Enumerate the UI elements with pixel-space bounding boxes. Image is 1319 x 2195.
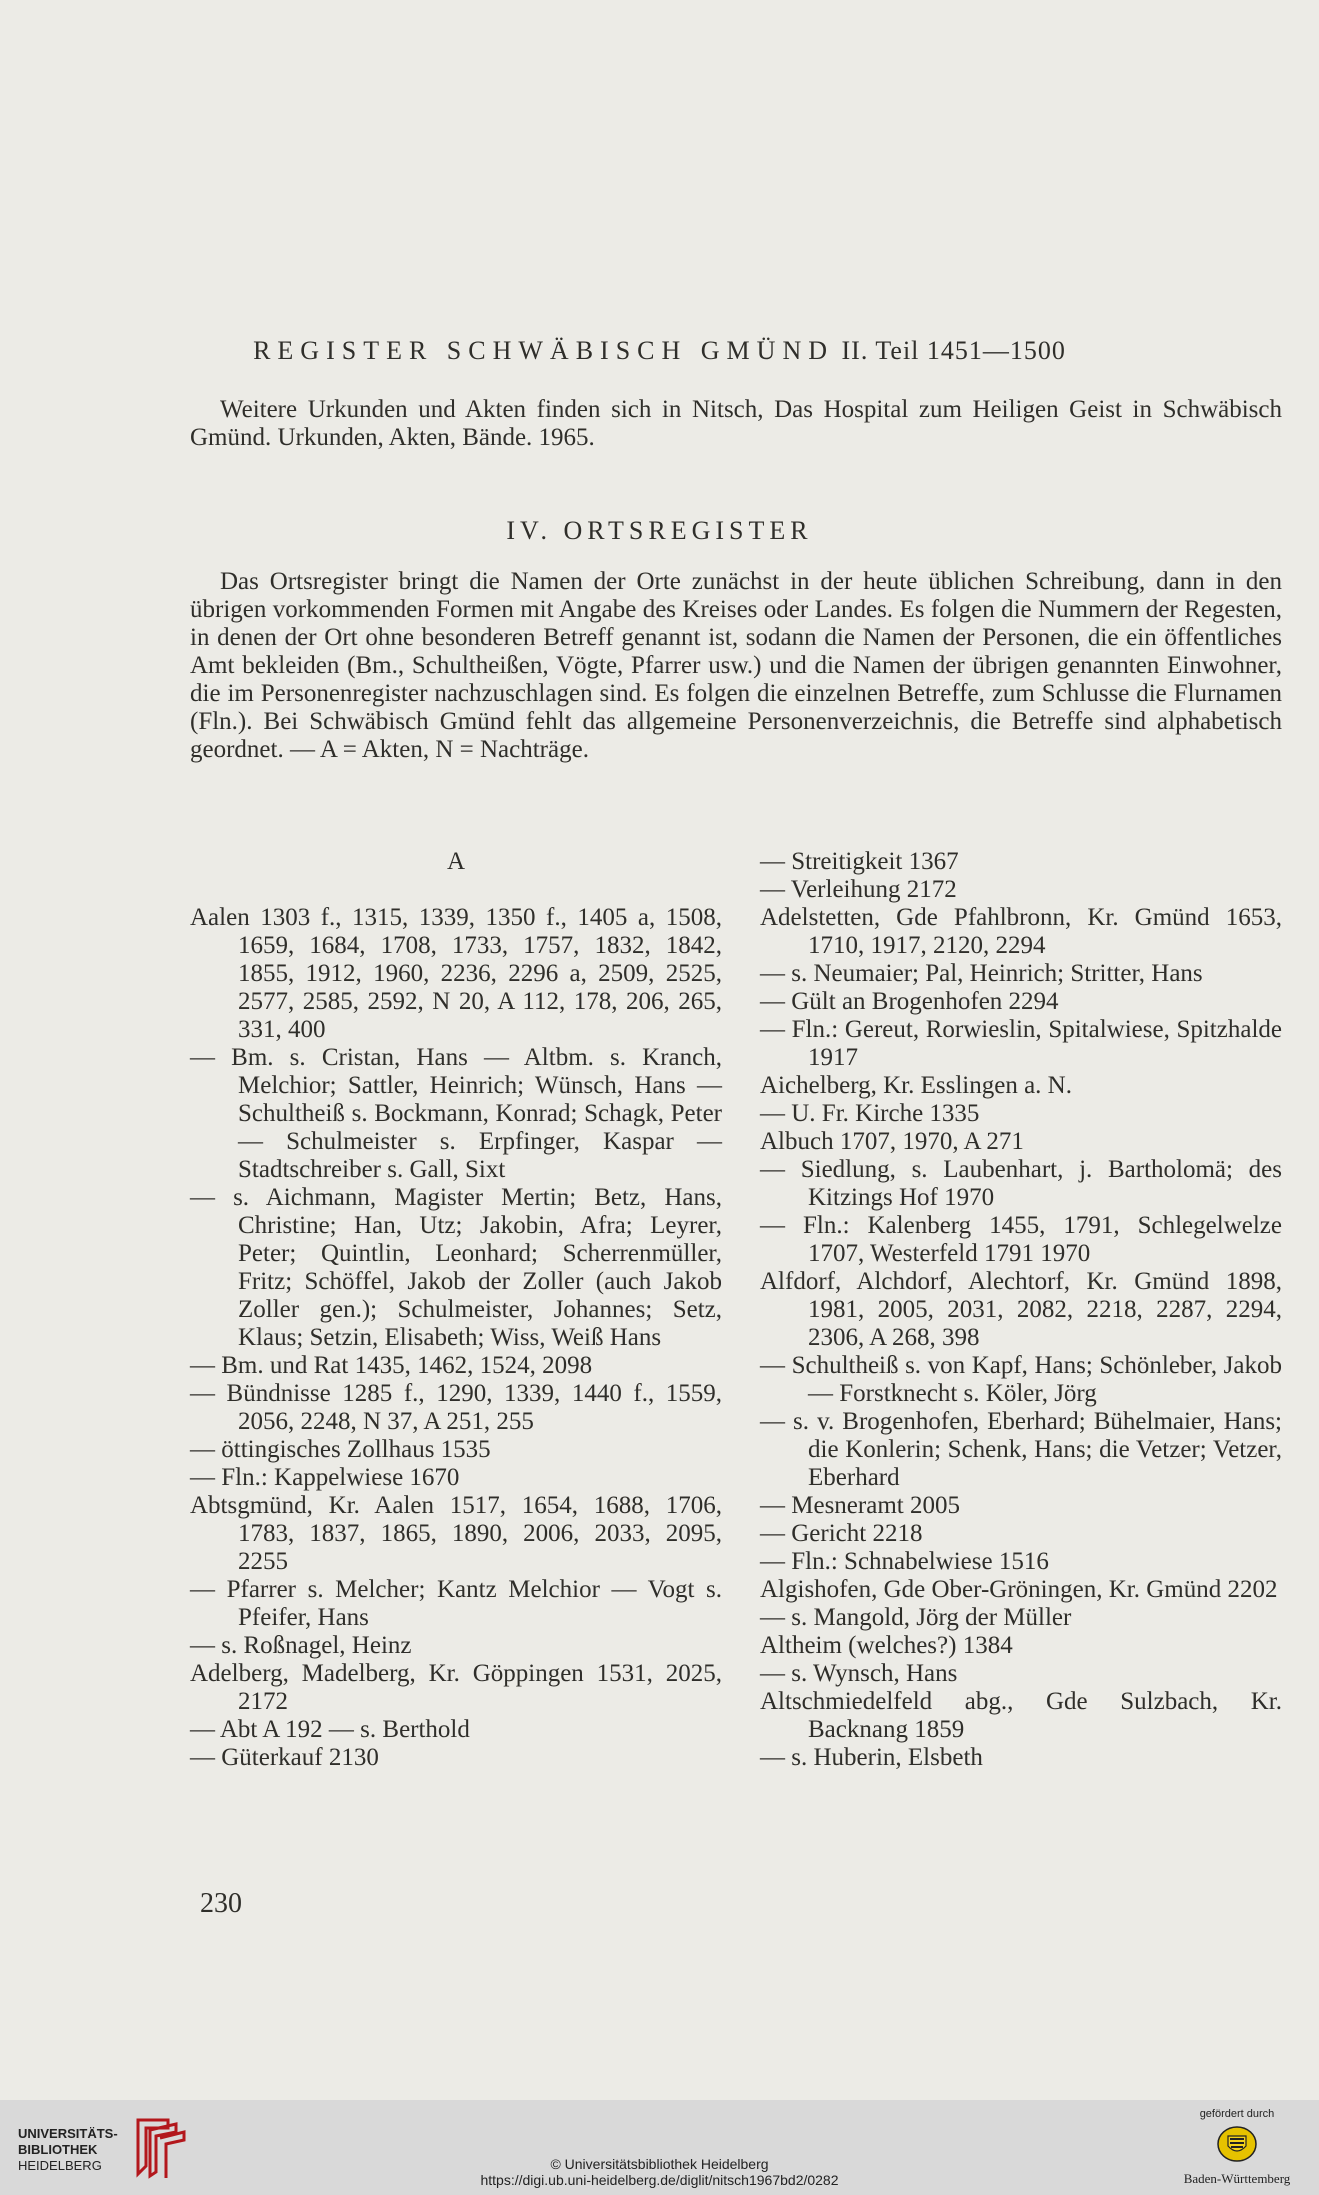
footer-bar — [0, 2100, 1319, 2195]
index-entry: — Gericht 2218 — [760, 1520, 923, 1547]
index-entry: Algishofen, Gde Ober-Gröningen, Kr. Gmünd 2202 — [760, 1576, 1278, 1603]
index-entry: Aichelberg, Kr. Esslingen a. N. — [760, 1072, 1072, 1099]
index-entry: — s. Roßnagel, Heinz — [190, 1632, 412, 1659]
index-entry: — Fln.: Kappelwiese 1670 — [190, 1464, 460, 1491]
state-name: Baden-Württemberg — [1183, 2171, 1291, 2186]
index-entry: — s. v. Brogenhofen, Eberhard; Bühelmaier, Hans; die Konlerin; Schenk, Hans; die Vetzer; Vetzer, Eberhard — [760, 1408, 1282, 1491]
index-entry: — U. Fr. Kirche 1335 — [760, 1100, 980, 1127]
description-paragraph: Das Ortsregister bringt die Namen der Orte zunächst in der heute üblichen Schreibung, dann in den übrigen vorkommenden Formen mit Angabe des Kreises oder Landes. Es folgen die Nummern der Regesten, in denen der Ort ohne besonderen Betreff genannt ist, sodann die Namen der Personen, die ein öffentliches Amt bekleiden (Bm., Schultheißen, Vögte, Pfarrer usw.) und die Namen der übrigen genannten Einwohner, die im Personenregister nachzuschlagen sind. Es folgen die einzelnen Betreffe, zum Schlusse die Flurnamen (Fln.). Bei Schwäbisch Gmünd fehlt das allgemeine Personenverzeichnis, die Betreffe sind alphabetisch geordnet. — A = Akten, N = Nachträge. — [190, 568, 1282, 763]
index-entry: — Bm. und Rat 1435, 1462, 1524, 2098 — [190, 1352, 593, 1379]
index-entry: — Abt A 192 — s. Berthold — [190, 1716, 470, 1743]
index-entry: — Fln.: Kalenberg 1455, 1791, Schlegelwelze 1707, Westerfeld 1791 1970 — [760, 1212, 1282, 1267]
index-entry: — Verleihung 2172 — [760, 876, 957, 903]
index-entry: — s. Mangold, Jörg der Müller — [760, 1604, 1072, 1631]
title-part: II. Teil 1451—1500 — [841, 336, 1066, 365]
index-entry: Alfdorf, Alchdorf, Alechtorf, Kr. Gmünd 1898, 1981, 2005, 2031, 2082, 2218, 2287, 2294, 2306, A 268, 398 — [760, 1268, 1282, 1351]
state-crest-icon — [1216, 2124, 1258, 2164]
page-number: 230 — [200, 1888, 242, 1919]
index-entry: — Bündnisse 1285 f., 1290, 1339, 1440 f., 1559, 2056, 2248, N 37, A 251, 255 — [190, 1380, 722, 1435]
index-entry: — s. Huberin, Elsbeth — [760, 1744, 983, 1771]
title-main: REGISTER SCHWÄBISCH GMÜND — [253, 336, 834, 365]
index-entry: Adelstetten, Gde Pfahlbronn, Kr. Gmünd 1653, 1710, 1917, 2120, 2294 — [760, 904, 1282, 959]
index-entry: — s. Wynsch, Hans — [760, 1660, 958, 1687]
index-entry: Albuch 1707, 1970, A 271 — [760, 1128, 1024, 1155]
index-entry: Adelberg, Madelberg, Kr. Göppingen 1531, 2025, 2172 — [190, 1660, 722, 1715]
index-entry: Altheim (welches?) 1384 — [760, 1632, 1013, 1659]
index-entry: — Bm. s. Cristan, Hans — Altbm. s. Kranch, Melchior; Sattler, Heinrich; Wünsch, Hans — Schultheiß s. Bockmann, Konrad; Schagk, Peter — Schulmeister s. Erpfinger, Kaspar — Stadtschreiber s. Gall, Sixt — [190, 1044, 722, 1183]
index-entry: — Schultheiß s. von Kapf, Hans; Schönleber, Jakob — Forstknecht s. Köler, Jörg — [760, 1352, 1282, 1407]
index-entry: — Streitigkeit 1367 — [760, 848, 959, 875]
intro-paragraph: Weitere Urkunden und Akten finden sich in Nitsch, Das Hospital zum Heiligen Geist in Schwäbisch Gmünd. Urkunden, Akten, Bände. 1965. — [190, 396, 1282, 451]
page-title — [0, 336, 1319, 366]
library-name-line2: BIBLIOTHEK — [18, 2142, 98, 2157]
index-entry: — s. Neumaier; Pal, Heinrich; Stritter, Hans — [760, 960, 1203, 987]
index-entry: — Pfarrer s. Melcher; Kantz Melchior — Vogt s. Pfeifer, Hans — [190, 1576, 722, 1631]
library-name-line3: HEIDELBERG — [18, 2158, 102, 2173]
index-entry: Aalen 1303 f., 1315, 1339, 1350 f., 1405 a, 1508, 1659, 1684, 1708, 1733, 1757, 1832, 1842, 1855, 1912, 1960, 2236, 2296 a, 2509, 2525, 2577, 2585, 2592, N 20, A 112, 178, 206, 265, 331, 400 — [190, 904, 722, 1043]
library-name-line1: UNIVERSITÄTS- — [18, 2126, 118, 2141]
left-column — [190, 848, 722, 1772]
funded-by-label: gefördert durch — [1199, 2108, 1275, 2120]
index-entry: — Mesneramt 2005 — [760, 1492, 960, 1519]
index-entry: — Fln.: Schnabelwiese 1516 — [760, 1548, 1049, 1575]
copyright-block — [0, 2156, 1319, 2188]
index-entry: — Fln.: Gereut, Rorwieslin, Spitalwiese, Spitzhalde 1917 — [760, 1016, 1282, 1071]
index-entry: — öttingisches Zollhaus 1535 — [190, 1436, 491, 1463]
right-column — [760, 848, 1282, 1772]
permalink-url[interactable]: https://digi.ub.uni-heidelberg.de/diglit/nitsch1967bd2/0282 — [480, 2172, 839, 2188]
index-entry: — Gült an Brogenhofen 2294 — [760, 988, 1059, 1015]
index-entry: Abtsgmünd, Kr. Aalen 1517, 1654, 1688, 1706, 1783, 1837, 1865, 1890, 2006, 2033, 2095, 2255 — [190, 1492, 722, 1575]
index-entry: — Siedlung, s. Laubenhart, j. Bartholomä; des Kitzings Hof 1970 — [760, 1156, 1282, 1211]
index-entry: — s. Aichmann, Magister Mertin; Betz, Hans, Christine; Han, Utz; Jakobin, Afra; Leyrer, Peter; Quintlin, Leonhard; Scherrenmüller, Fritz; Schöffel, Jakob der Zoller (auch Jakob Zoller gen.); Schulmeister, Johannes; Setz, Klaus; Setzin, Elisabeth; Wiss, Weiß Hans — [190, 1184, 722, 1351]
copyright-text: © Universitätsbibliothek Heidelberg — [550, 2156, 769, 2172]
index-entry: — Güterkauf 2130 — [190, 1744, 379, 1771]
index-entry: Altschmiedelfeld abg., Gde Sulzbach, Kr. Backnang 1859 — [760, 1688, 1282, 1743]
letter-heading: A — [446, 848, 466, 875]
funding-badge — [1177, 2108, 1297, 2187]
section-heading: IV. ORTSREGISTER — [506, 516, 813, 545]
